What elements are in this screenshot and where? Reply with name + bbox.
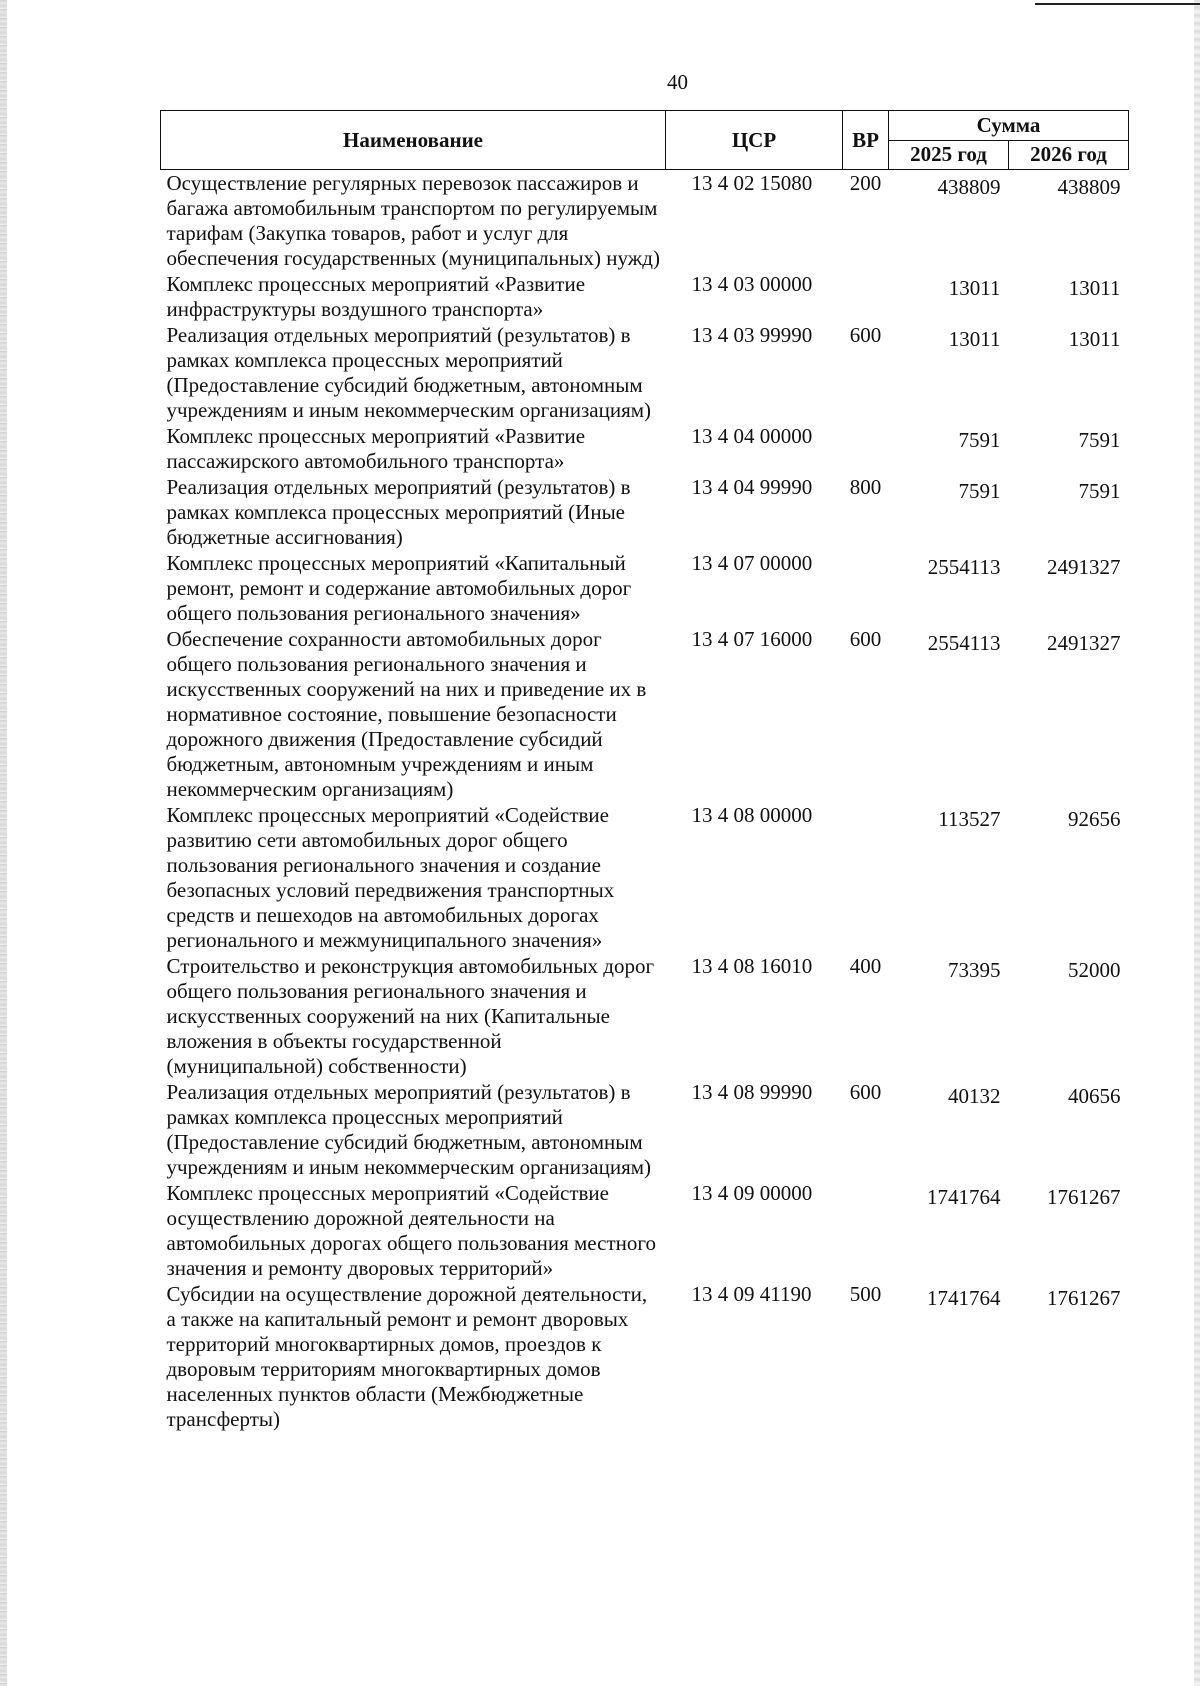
row-vr: 800 — [849, 475, 882, 499]
row-vr — [843, 423, 889, 474]
row-sum-2026: 1761267 — [1047, 1185, 1121, 1209]
row-sum-2025: 40132 — [948, 1084, 1001, 1108]
row-sum-2025: 1741764 — [927, 1185, 1001, 1209]
row-sum-2025: 438809 — [937, 175, 1001, 199]
row-sum-2026: 2491327 — [1047, 631, 1121, 655]
row-csr: 13 4 09 41190 — [691, 1282, 812, 1306]
table-row — [161, 626, 1129, 802]
row-sum-2026: 92656 — [1068, 807, 1121, 831]
scan-left-edge — [0, 0, 7, 1686]
row-name: Комплекс процессных мероприятий «Содействие осуществлению дорожной деятельности на автомобильных дорогах общего пользования местного значения и ремонту дворовых территорий» — [166, 1181, 656, 1280]
row-csr: 13 4 09 00000 — [691, 1181, 813, 1205]
row-name: Субсидии на осуществление дорожной деятельности, а также на капитальный ремонт и ремонт дворовых территорий многоквартирных домов, проездов к дворовым территориям многоквартирных домов населенных пунктов области (Межбюджетные трансферты) — [166, 1282, 648, 1431]
row-csr: 13 4 04 00000 — [691, 424, 813, 448]
table-row — [161, 170, 1129, 272]
row-name: Комплекс процессных мероприятий «Развитие инфраструктуры воздушного транспорта» — [166, 272, 586, 321]
row-vr — [843, 802, 889, 953]
row-csr: 13 4 08 16010 — [691, 954, 813, 978]
header-year-2026: 2026 год — [1009, 140, 1129, 170]
table-row — [161, 322, 1129, 423]
row-csr: 13 4 08 99990 — [691, 1080, 813, 1104]
row-name: Комплекс процессных мероприятий «Развитие пассажирского автомобильного транспорта» — [166, 424, 586, 473]
row-sum-2026: 13011 — [1068, 276, 1121, 300]
table-row — [161, 1180, 1129, 1281]
table-row — [161, 953, 1129, 1079]
row-csr: 13 4 04 99990 — [691, 475, 813, 499]
table-header — [161, 111, 1129, 170]
row-sum-2025: 7591 — [958, 479, 1001, 503]
row-name: Комплекс процессных мероприятий «Капитальный ремонт, ремонт и содержание автомобильных дорог общего пользования регионального значения» — [166, 551, 632, 625]
table-row — [161, 1079, 1129, 1180]
row-name: Строительство и реконструкция автомобильных дорог общего пользования регионального значения и искусственных сооружений на них (Капитальные вложения в объекты государственной (муниципальной) собственности) — [166, 954, 655, 1078]
row-csr: 13 4 02 15080 — [691, 171, 813, 195]
top-rule — [1035, 3, 1200, 5]
row-name: Комплекс процессных мероприятий «Содействие развитию сети автомобильных дорог общего пользования регионального значения и создание безопасных условий передвижения транспортных средств и пешеходов на автомобильных дорогах регионального и межмуниципального значения» — [166, 803, 615, 952]
row-csr: 13 4 03 00000 — [691, 272, 813, 296]
row-name: Обеспечение сохранности автомобильных дорог общего пользования регионального значения и искусственных сооружений на них и приведение их в нормативное состояние, повышение безопасности дорожного движения (Предоставление субсидий бюджетным, автономным учреждениям и иным некоммерческим организациям) — [166, 627, 647, 801]
row-sum-2026: 438809 — [1057, 175, 1121, 199]
row-sum-2025: 2554113 — [927, 555, 1001, 579]
header-sum: Сумма — [889, 111, 1129, 141]
row-sum-2025: 1741764 — [927, 1286, 1001, 1310]
row-sum-2025: 73395 — [948, 958, 1001, 982]
row-sum-2025: 7591 — [958, 428, 1001, 452]
budget-table — [160, 110, 1129, 1432]
row-csr: 13 4 03 99990 — [691, 323, 813, 347]
row-sum-2025: 113527 — [938, 807, 1001, 831]
row-vr — [843, 1180, 889, 1281]
row-sum-2025: 13011 — [948, 327, 1001, 351]
row-vr: 400 — [849, 954, 882, 978]
table-row — [161, 550, 1129, 626]
row-name: Реализация отдельных мероприятий (результатов) в рамках комплекса процессных мероприятий (Предоставление субсидий бюджетным, автономным учреждениям и иным некоммерческим организациям) — [166, 1080, 652, 1179]
row-sum-2025: 2554113 — [927, 631, 1001, 655]
row-sum-2026: 2491327 — [1047, 555, 1121, 579]
header-vr: ВР — [843, 111, 889, 170]
row-vr — [843, 550, 889, 626]
table-row — [161, 423, 1129, 474]
table-row — [161, 271, 1129, 322]
row-vr: 600 — [849, 1080, 882, 1104]
header-csr: ЦСР — [666, 111, 843, 170]
row-vr — [843, 271, 889, 322]
header-name: Наименование — [161, 111, 666, 170]
row-name: Осуществление регулярных перевозок пассажиров и багажа автомобильным транспортом по регулируемым тарифам (Закупка товаров, работ и услуг для обеспечения государственных (муниципальных) нужд) — [166, 171, 660, 270]
table-row — [161, 1281, 1129, 1432]
row-vr: 500 — [849, 1282, 882, 1306]
table-row — [161, 802, 1129, 953]
row-name: Реализация отдельных мероприятий (результатов) в рамках комплекса процессных мероприятий (Предоставление субсидий бюджетным, автономным учреждениям и иным некоммерческим организациям) — [166, 323, 652, 422]
row-csr: 13 4 08 00000 — [691, 803, 813, 827]
row-sum-2026: 7591 — [1078, 428, 1121, 452]
header-year-2025: 2025 год — [889, 140, 1009, 170]
row-sum-2026: 52000 — [1068, 958, 1121, 982]
row-vr: 600 — [849, 627, 882, 651]
row-sum-2026: 13011 — [1068, 327, 1121, 351]
row-vr: 200 — [849, 171, 882, 195]
row-csr: 13 4 07 16000 — [691, 627, 813, 651]
page-number: 40 — [667, 70, 688, 94]
row-sum-2026: 7591 — [1078, 479, 1121, 503]
row-sum-2025: 13011 — [948, 276, 1001, 300]
row-sum-2026: 1761267 — [1047, 1286, 1121, 1310]
scan-right-edge — [1194, 0, 1200, 1686]
table-row — [161, 474, 1129, 550]
row-csr: 13 4 07 00000 — [691, 551, 813, 575]
row-vr: 600 — [849, 323, 882, 347]
row-name: Реализация отдельных мероприятий (результатов) в рамках комплекса процессных мероприятий (Иные бюджетные ассигнования) — [166, 475, 631, 549]
table-body — [161, 170, 1129, 1433]
row-sum-2026: 40656 — [1068, 1084, 1121, 1108]
